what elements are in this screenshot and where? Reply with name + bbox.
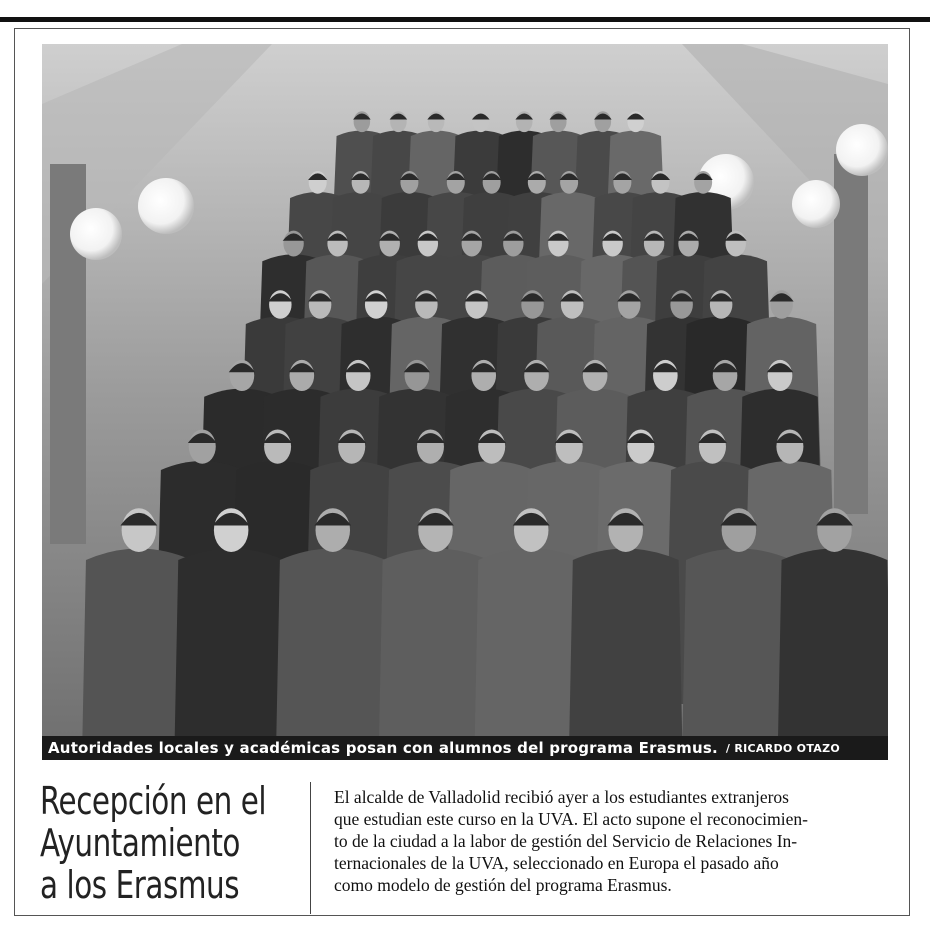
column-divider xyxy=(310,782,311,914)
body-line: to de la ciudad a la labor de gestión del Servicio de Relaciones In- xyxy=(334,831,798,851)
headline-line: Recepción en el xyxy=(40,779,267,823)
photo-credit: / RICARDO OTAZO xyxy=(725,741,841,755)
person-body xyxy=(274,549,392,761)
body-line: que estudian este curso en la UVA. El acto supone el reconocimien- xyxy=(334,809,808,829)
headline-line: a los Erasmus xyxy=(40,863,240,907)
photo-caption-bar xyxy=(42,736,888,760)
body-line: El alcalde de Valladolid recibió ayer a los estudiantes extranjeros xyxy=(334,787,789,807)
photo-caption: Autoridades locales y académicas posan con alumnos del programa Erasmus. xyxy=(48,739,718,757)
top-rule xyxy=(0,17,930,22)
person-body xyxy=(776,549,888,761)
person-body xyxy=(172,549,290,761)
body-line: ternacionales de la UVA, seleccionado en Europa el pasado año xyxy=(334,853,779,873)
headline-line: Ayuntamiento xyxy=(40,821,240,865)
body-line: como modelo de gestión del programa Erasmus. xyxy=(334,875,672,895)
article-body xyxy=(334,786,896,896)
person-body xyxy=(567,549,685,761)
headline xyxy=(40,780,265,906)
group-photo xyxy=(42,44,888,760)
